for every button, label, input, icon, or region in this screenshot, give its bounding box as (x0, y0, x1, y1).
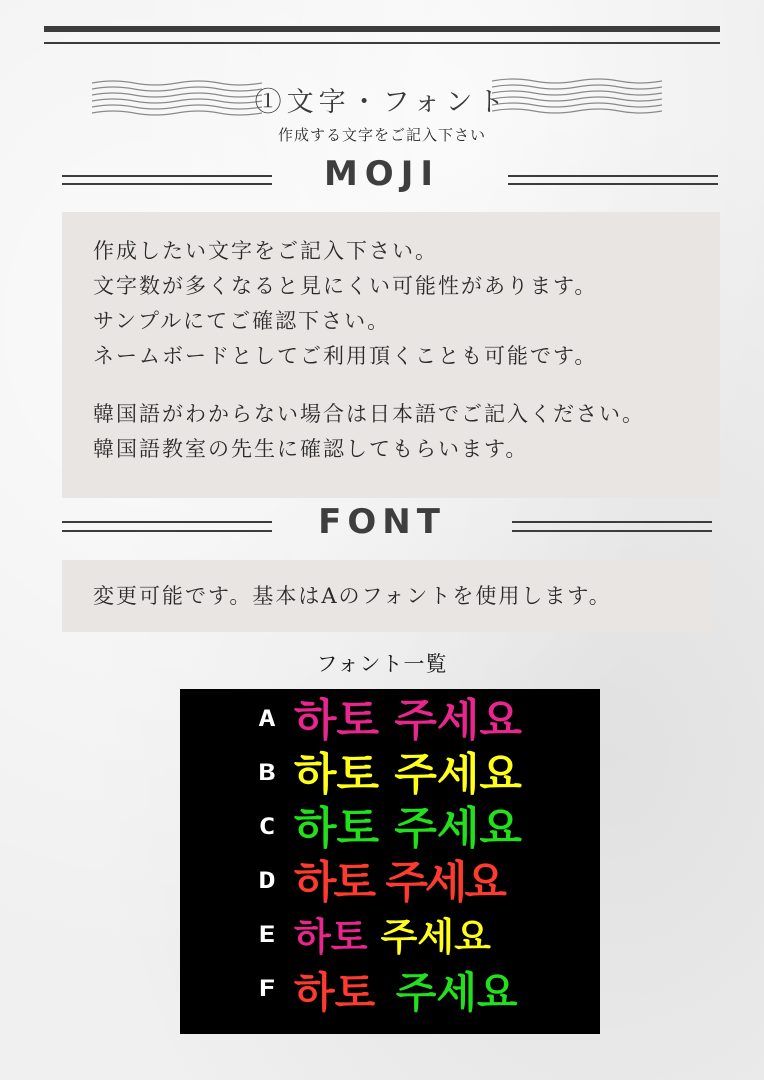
font-row-a (180, 693, 600, 749)
moji-right-line-1 (508, 175, 718, 177)
moji-line: サンプルにてご確認下さい。 (93, 309, 391, 333)
font-letter: E (258, 923, 276, 948)
font-note-panel (62, 560, 712, 632)
font-right-line-2 (512, 530, 712, 532)
moji-line: 文字数が多くなると見にくい可能性があります。 (93, 274, 598, 298)
font-sample-text (294, 855, 504, 911)
font-sample-part2: 주세요 (394, 749, 522, 800)
font-sample-text (294, 909, 491, 965)
font-right-line-1 (512, 521, 712, 523)
font-letter: D (258, 869, 276, 894)
font-letter: A (258, 707, 276, 732)
font-row-d (180, 855, 600, 911)
font-sample-part1: 하토 (294, 857, 374, 908)
font-sample-text (294, 693, 522, 749)
moji-instructions-panel (62, 212, 720, 498)
font-note: 変更可能です。基本はAのフォントを使用します。 (93, 584, 612, 608)
font-sample-part1: 하토 (294, 915, 368, 959)
font-sample-part2: 주세요 (394, 803, 522, 854)
top-thick-rule (44, 26, 720, 32)
section-subtitle: 作成する文字をご記入下さい (277, 126, 486, 144)
font-sample-part2: 주세요 (380, 915, 491, 959)
font-letter: F (258, 977, 276, 1002)
font-sample-part2: 주세요 (395, 968, 518, 1017)
font-sample-part2: 주세요 (385, 857, 504, 908)
font-sample-text (294, 965, 518, 1021)
font-row-b (180, 747, 600, 803)
font-row-f (180, 965, 600, 1021)
font-sample-list (180, 689, 600, 1034)
font-sample-part1: 하토 (294, 749, 380, 800)
moji-line: 作成したい文字をご記入下さい。 (93, 239, 438, 263)
moji-heading: MOJI (323, 154, 441, 194)
section-number-title: ①文字・フォント (254, 87, 510, 118)
moji-line: ネームボードとしてご利用頂くことも可能です。 (93, 344, 598, 368)
font-letter: C (258, 815, 276, 840)
font-sample-part1: 하토 (294, 803, 380, 854)
moji-line: 韓国語教室の先生に確認してもらいます。 (93, 437, 529, 461)
font-heading: FONT (318, 502, 446, 542)
moji-instructions-group-1 (93, 234, 713, 374)
top-thin-rule (44, 42, 720, 44)
font-sample-text (294, 747, 522, 803)
font-sample-part2: 주세요 (394, 695, 522, 746)
font-letter: B (258, 761, 276, 786)
font-sample-part1: 하토 (294, 695, 380, 746)
font-list-label: フォント一覧 (316, 652, 448, 676)
font-sample-part1: 하토 (294, 968, 376, 1017)
moji-instructions-group-2 (93, 397, 713, 467)
font-sample-text (294, 801, 522, 857)
moji-right-line-2 (508, 183, 718, 185)
font-row-c (180, 801, 600, 857)
moji-line: 韓国語がわからない場合は日本語でご記入ください。 (93, 402, 645, 426)
font-row-e (180, 909, 600, 965)
